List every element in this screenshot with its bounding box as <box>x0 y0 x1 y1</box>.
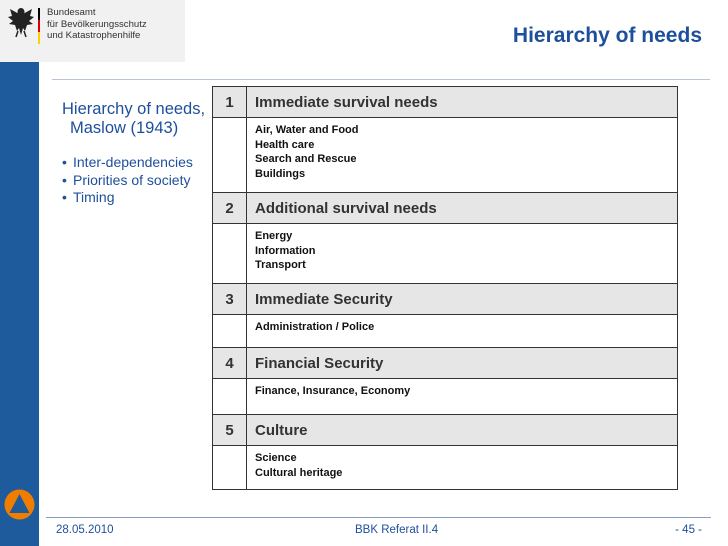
federal-eagle-icon <box>6 4 36 38</box>
level-title: Immediate Security <box>247 284 678 315</box>
sub-bullet-item: • Priorities of society <box>62 171 191 188</box>
level-details: Administration / Police <box>247 315 678 348</box>
table-row <box>213 118 678 193</box>
level-number: 1 <box>213 87 247 118</box>
table-row <box>213 348 678 379</box>
level-details: Energy Information Transport <box>247 224 678 284</box>
sub-bullet-list <box>62 154 212 206</box>
footer-divider <box>46 517 711 518</box>
footer-date: 28.05.2010 <box>56 524 114 536</box>
table-row <box>213 224 678 284</box>
table-row <box>213 446 678 490</box>
page-title: Hierarchy of needs <box>512 24 702 47</box>
title-divider <box>52 79 710 80</box>
needs-table <box>212 86 678 490</box>
level-details: Finance, Insurance, Economy <box>247 379 678 415</box>
level-details: Science Cultural heritage <box>247 446 678 490</box>
table-row <box>213 284 678 315</box>
level-number: 5 <box>213 415 247 446</box>
german-flag-stripe <box>38 8 40 44</box>
level-details: Air, Water and Food Health care Search and Rescue Buildings <box>247 118 678 193</box>
agency-name: Bundesamt für Bevölkerungsschutz und Katastrophenhilfe <box>47 7 147 41</box>
level-number: 4 <box>213 348 247 379</box>
page-number: - 45 - <box>675 524 702 536</box>
table-row <box>213 315 678 348</box>
level-number: 3 <box>213 284 247 315</box>
sub-bullet-item: • Inter-dependencies <box>62 154 193 170</box>
agency-logo <box>0 0 185 62</box>
level-number: 2 <box>213 193 247 224</box>
table-row <box>213 415 678 446</box>
level-title: Financial Security <box>247 348 678 379</box>
level-title: Immediate survival needs <box>247 87 678 118</box>
table-row <box>213 379 678 415</box>
level-title: Culture <box>247 415 678 446</box>
table-row <box>213 193 678 224</box>
sub-bullet-item: • Timing <box>62 189 115 205</box>
left-accent-bar <box>0 0 39 546</box>
civil-protection-emblem-icon <box>4 489 35 520</box>
main-bullet: Hierarchy of needs, Maslow (1943) <box>62 100 206 137</box>
bullet-list <box>62 100 212 207</box>
table-row <box>213 87 678 118</box>
level-title: Additional survival needs <box>247 193 678 224</box>
footer-department: BBK Referat II.4 <box>355 524 439 536</box>
